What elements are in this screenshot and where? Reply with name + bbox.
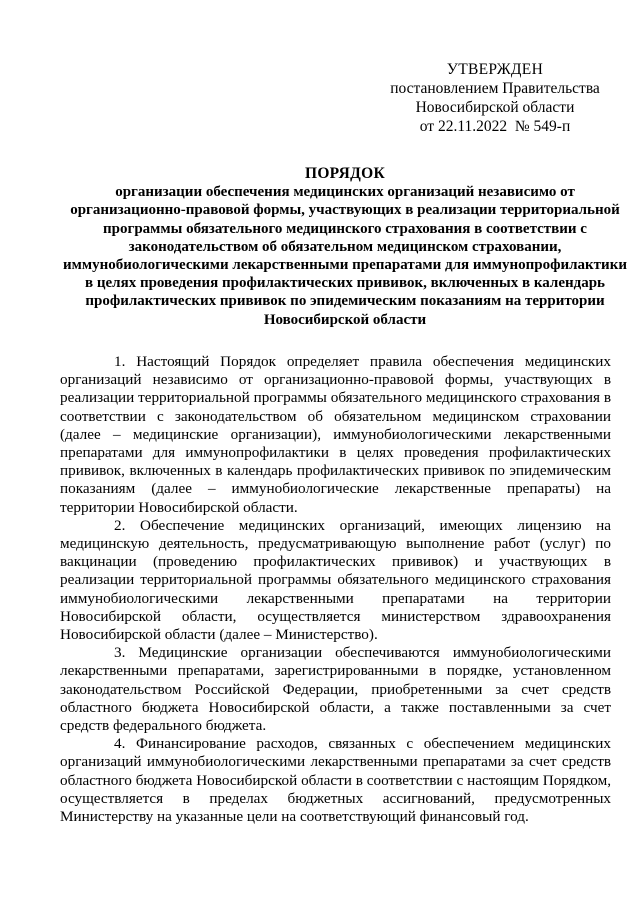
document-subtitle: организации обеспечения медицинских организаций независимо от организационно-правовой формы, участвующих в реализации территориальной программы обязательного медицинского страхования в соответствии с законодательством об обязательном медицинском страховании, иммунобиологическими лекарственными препаратами для иммунопрофилактики в целях проведения профилактических прививок, включенных в календарь профилактических прививок по эпидемическим показаниям на территории Новосибирской области [63, 184, 627, 328]
paragraph-2: 2. Обеспечение медицинских организаций, имеющих лицензию на медицинскую деятельность, предусматривающую выполнение работ (услуг) по вакцинации (проведению профилактических прививок) и участвующих в реализации территориальной программы обязательного медицинского страхования иммунобиологическими лекарственными препаратами на территории Новосибирской области, осуществляется министерством здравоохранения Новосибирской области (далее – Министерство). [60, 516, 611, 644]
paragraph-3: 3. Медицинские организации обеспечиваются иммунобиологическими лекарственными препаратами, зарегистрированными в порядке, установленном законодательством Российской Федерации, приобретенными за счет средств областного бюджета Новосибирской области, а также поставленными за счет средств федерального бюджета. [60, 644, 611, 735]
document-body [60, 353, 611, 826]
approval-line-1: постановлением Правительства [390, 80, 600, 97]
paragraph-1: 1. Настоящий Порядок определяет правила обеспечения медицинских организаций независимо от организационно-правовой формы, участвующих в реализации территориальной программы обязательного медицинского страхования в соответствии с законодательством об обязательном медицинском страховании (далее – медицинские организации), иммунобиологическими лекарственными препаратами для иммунопрофилактики в целях проведения профилактических прививок, включенных в календарь профилактических прививок по эпидемическим показаниям (далее – иммунобиологические лекарственные препараты) на территории Новосибирской области. [60, 353, 611, 516]
approval-heading: УТВЕРЖДЕН [446, 61, 544, 78]
document-title: ПОРЯДОК [304, 165, 386, 182]
approval-line-2: Новосибирской области [415, 99, 575, 116]
paragraph-4: 4. Финансирование расходов, связанных с обеспечением медицинских организаций иммунобиологическими лекарственными препаратами за счет средств областного бюджета Новосибирской области в соответствии с настоящим Порядком, осуществляется в пределах бюджетных ассигнований, предусмотренных Министерству на указанные цели на соответствующий финансовый год. [60, 735, 611, 826]
approval-line-3: от 22.11.2022 № 549-п [419, 118, 571, 135]
document-title-block [60, 165, 630, 329]
approval-stamp [390, 60, 600, 136]
